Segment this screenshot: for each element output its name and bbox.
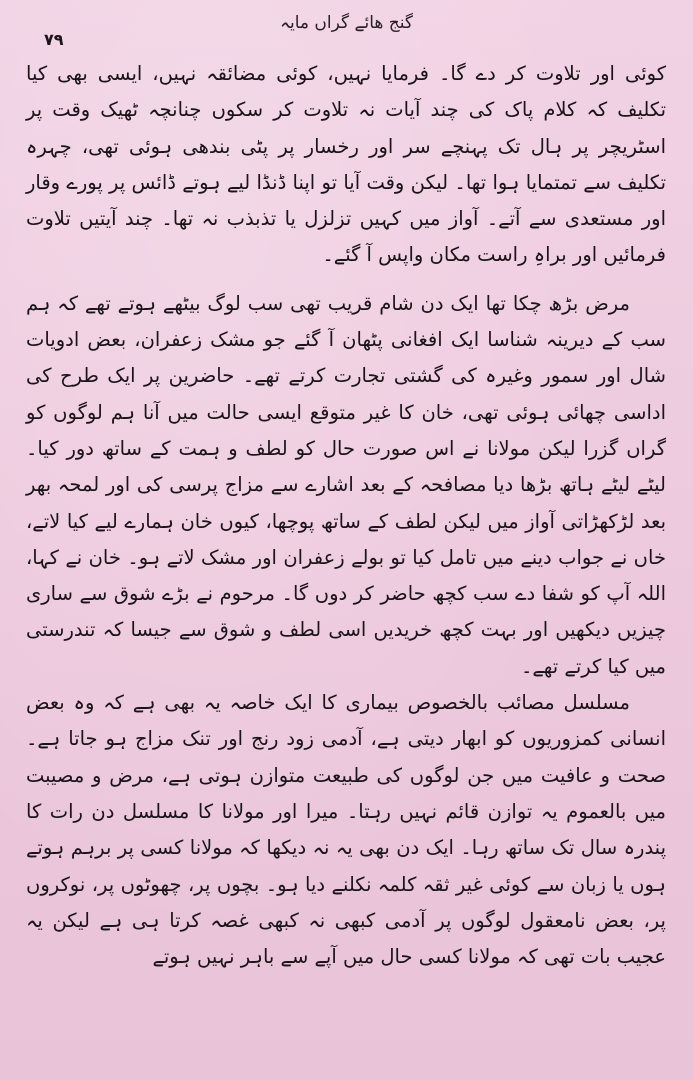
running-title: گنج ھائے گراں مایہ [280, 13, 413, 33]
page-number: ۷۹ [44, 30, 64, 49]
page-header [0, 8, 693, 50]
paragraph-2: مرض بڑھ چکا تھا ایک دن شام قریب تھی سب لوگ بیٹھے ہوتے تھے کہ ہم سب کے دیرینہ شناسا ایک افغانی پٹھان آ گئے جو مشک زعفران، بعض ادویات شال اور سمور وغیرہ کی گشتی تجارت کرتے تھے۔ حاضرین پر ایک طرح کی اداسی چھائی ہوئی تھی، خان کا غیر متوقع ایسی حالت میں آنا ہم لوگوں کو گراں گزرا لیکن مولانا نے اس صورت حال کو لطف و ہمت کے ساتھ دور کیا۔ لیٹے لیٹے ہاتھ بڑھا دیا مصافحہ کے بعد اشارے سے مزاج پرسی کی اور لمحہ بھر بعد لڑکھڑاتی آواز میں لیکن لطف کے ساتھ پوچھا، کیوں خان ہمارے لیے کیا لاتے، خاں نے جواب دینے میں تامل کیا تو بولے زعفران اور مشک لاتے ہو۔ خان نے کہا، اللہ آپ کو شفا دے سب کچھ حاضر کر دوں گا۔ مرحوم نے بڑے شوق سے ساری چیزیں دیکھیں اور بہت کچھ خریدیں اسی لطف و شوق سے جیسا کہ تندرستی میں کیا کرتے تھے۔ [26, 291, 666, 678]
paragraph-3: مسلسل مصائب بالخصوص بیماری کا ایک خاصہ یہ بھی ہے کہ وہ بعض انسانی کمزوریوں کو ابھار دیتی ہے، آدمی زود رنج اور تنک مزاج ہو جاتا ہے۔ صحت و عافیت میں جن لوگوں کی طبیعت متوازن ہوتی ہے، مرض و مصیبت میں بالعموم یہ توازن قائم نہیں رہتا۔ میرا اور مولانا کا مسلسل دن رات کا پندرہ سال تک ساتھ رہا۔ ایک دن بھی یہ نہ دیکھا کہ مولانا کسی پر برہم ہوتے ہوں یا زبان سے کوئی غیر ثقہ کلمہ نکلنے دیا ہو۔ بچوں پر، چھوٹوں پر، نوکروں پر، بعض نامعقول لوگوں پر آدمی کبھی نہ کبھی غصہ کرتا ہی ہے لیکن یہ عجیب بات تھی کہ مولانا کسی حال میں آپے سے باہر نہیں ہوتے [26, 691, 666, 969]
body-text [26, 56, 666, 1071]
paragraph-gap [26, 274, 666, 286]
paragraph-1: کوئی اور تلاوت کر دے گا۔ فرمایا نہیں، کوئی مضائقہ نہیں، ایسی بھی کیا تکلیف کہ کلام پاک کی چند آیات نہ تلاوت کر سکوں چنانچہ ٹھیک وقت پر اسٹریچر پر ہال تک پہنچے سر اور رخسار پر پٹی بندھی ہوئی تھی، چہرہ تکلیف سے تمتمایا ہوا تھا۔ لیکن وقت آیا تو اپنا ڈنڈا لیے ہوتے ڈائس پر پورے وقار اور مستعدی سے آتے۔ آواز میں کہیں تزلزل یا تذبذب نہ تھا۔ چند آیتیں تلاوت فرمائیں اور براہِ راست مکان واپس آ گئے۔ [26, 62, 666, 267]
